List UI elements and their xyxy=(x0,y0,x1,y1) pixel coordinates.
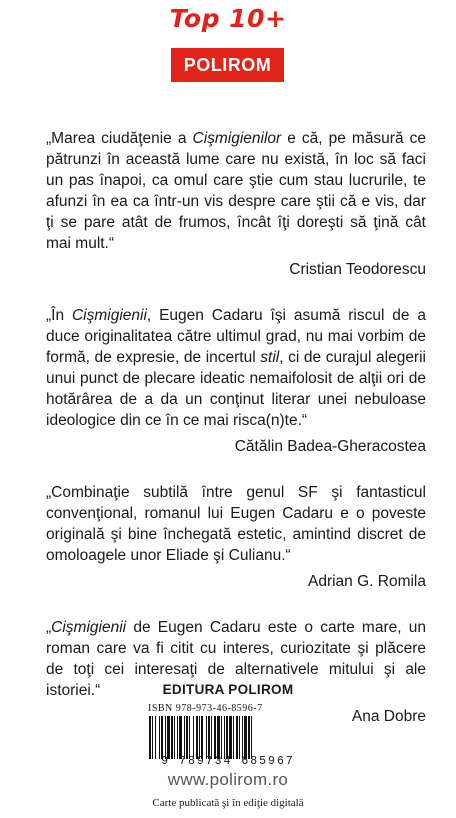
series-logo: Top 10+ xyxy=(169,4,287,33)
barcode-bar xyxy=(217,716,220,759)
quote-title-italic: Cişmigienii xyxy=(71,307,147,324)
barcode-bar xyxy=(244,716,247,759)
blurb-author: Adrian G. Romila xyxy=(307,573,426,590)
quote-text: , ci de curajul alegerii unui punct de plecare ideatic nemaifolosit de alţii ori de hotărârea de a da un conţinut literar unei nebuloase ideologice din ce în ce mai risca(n)te.“ xyxy=(46,349,426,429)
isbn-label: ISBN 978-973-46-8596-7 xyxy=(148,703,263,714)
blurb xyxy=(46,305,426,457)
barcode-bar xyxy=(171,716,173,759)
blurb-quote xyxy=(46,128,426,254)
barcode-bar xyxy=(199,716,200,759)
barcode-bar xyxy=(236,716,238,759)
barcode-bar xyxy=(226,716,228,759)
barcode xyxy=(147,716,309,759)
barcode-bar xyxy=(196,716,198,759)
barcode-bar xyxy=(152,716,153,759)
blurb-author: Cătălin Badea-Gheracostea xyxy=(234,438,426,455)
blurb-quote xyxy=(46,305,426,431)
barcode-bar xyxy=(208,716,210,759)
barcode-bar xyxy=(221,716,222,759)
barcode-bar xyxy=(149,716,151,759)
website-url: www.polirom.ro xyxy=(167,770,289,789)
barcode-bar xyxy=(174,716,175,759)
quote-title-italic: Cişmigienii xyxy=(51,619,127,636)
barcode-bar xyxy=(248,716,250,759)
barcode-bar xyxy=(251,716,252,759)
quote-text: „Marea ciudăţenie a xyxy=(46,130,193,147)
barcode-bar xyxy=(201,716,203,759)
quote-text: , Eugen Cadaru îşi asumă riscul de a duce originalitatea către ultimul grad, nu mai vorbim de formă, de expresie, de incertul xyxy=(46,307,426,366)
barcode-bar xyxy=(189,716,190,759)
digital-edition-note: Carte publicată şi în ediţie digitală xyxy=(152,797,304,809)
barcode-bar xyxy=(233,716,234,759)
quote-text: „Combinaţie subtilă între genul SF şi fantasticul convenţional, romanul lui Eugen Cadaru e o poveste originală şi bine închegată estetic, amintind discret de omoloagele unor Eliade şi Culianu.“ xyxy=(46,484,426,564)
barcode-bar xyxy=(161,716,163,759)
barcode-bar xyxy=(229,716,232,759)
blurb-author: Cristian Teodorescu xyxy=(289,261,426,278)
quote-text: e că, pe măsură ce pătrunzi în această lume care nu există, în loc să faci un pas înapoi, ca omul care ştie cum stau lucrurile, te afunzi în ea ca într-un vis despre care ştii că e vis, dar ţi se pare atât de frumos, încât îţi doreşti să ţină cât mai mult.“ xyxy=(46,130,426,252)
barcode-bar xyxy=(206,716,207,759)
blurb xyxy=(46,482,426,592)
barcode-bar xyxy=(224,716,225,759)
barcode-bar xyxy=(242,716,243,759)
barcode-bar xyxy=(186,716,188,759)
blurb-author: Ana Dobre xyxy=(351,708,426,725)
barcode-bar xyxy=(167,716,170,759)
publisher-name: EDITURA POLIROM xyxy=(162,682,294,697)
barcode-bar xyxy=(214,716,216,759)
quote-text: de Eugen Cadaru este o carte mare, un roman care va fi citit cu interes, curiozitate şi plăcere de toţi cei interesaţi de alternativele mitului şi ale istoriei.“ xyxy=(46,619,426,699)
barcode-bar xyxy=(239,716,240,759)
quote-text: „ xyxy=(46,619,52,636)
barcode-bar xyxy=(184,716,185,759)
blurb-quote xyxy=(46,482,426,566)
quote-text: „În xyxy=(46,307,72,324)
barcode-bar xyxy=(179,716,182,759)
barcode-bar xyxy=(177,716,178,759)
quote-title-italic: Cişmigienilor xyxy=(192,130,282,147)
blurbs-section xyxy=(46,128,426,752)
barcode-bar xyxy=(155,716,156,759)
barcode-digits: 9 789734 685967 xyxy=(161,755,295,768)
publisher-badge: POLIROM xyxy=(171,48,284,82)
quote-word-italic: stil xyxy=(260,349,280,366)
barcode-bar xyxy=(211,716,212,759)
barcode-bar xyxy=(159,716,160,759)
barcode-bar xyxy=(165,716,166,759)
blurb xyxy=(46,128,426,280)
barcode-bar xyxy=(193,716,194,759)
